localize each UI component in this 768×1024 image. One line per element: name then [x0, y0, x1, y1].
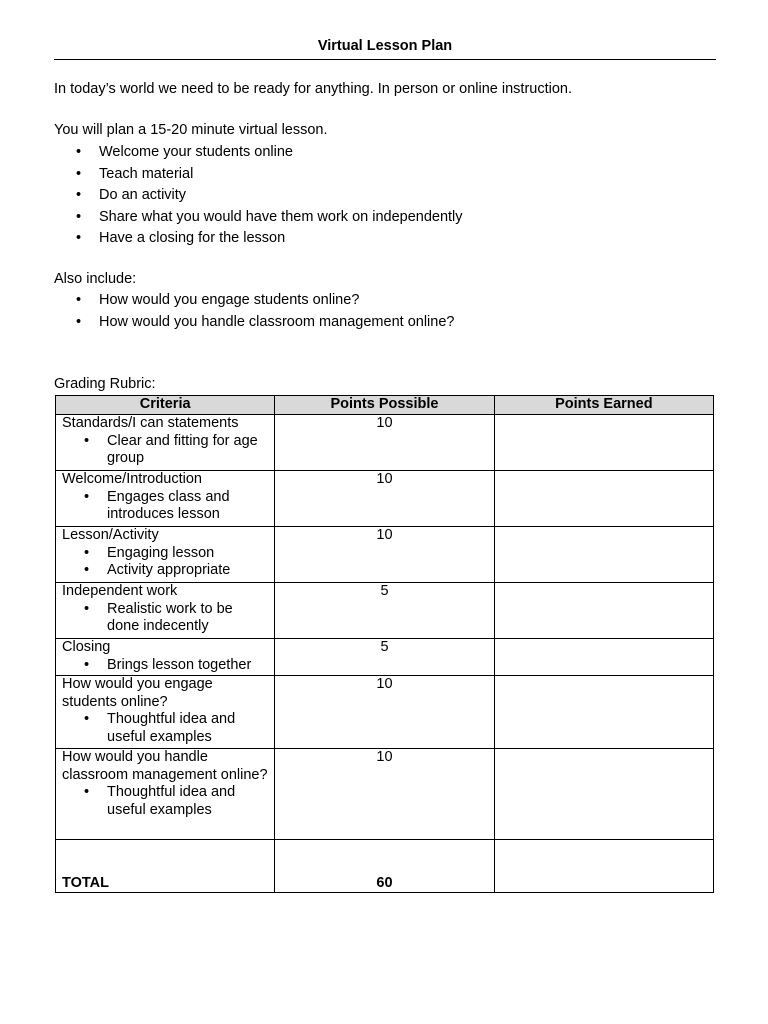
criteria-title: Welcome/Introduction	[62, 471, 202, 487]
list-item: • Brings lesson together	[62, 657, 268, 675]
table-row	[56, 639, 714, 676]
list-item: • Teach material	[54, 166, 463, 188]
list-item: • Engages class and introduces lesson	[62, 489, 268, 524]
criteria-bullets	[62, 601, 268, 636]
points-earned-cell[interactable]	[494, 676, 713, 749]
criteria-cell	[56, 639, 275, 676]
list-item: • Do an activity	[54, 187, 463, 209]
points-earned-cell[interactable]	[494, 415, 713, 471]
points-earned-cell[interactable]	[494, 471, 713, 527]
criteria-title: How would you engage students online?	[62, 676, 213, 710]
points-possible-cell: 10	[275, 527, 494, 583]
criteria-title: Standards/I can statements	[62, 415, 239, 431]
criteria-bullets	[62, 433, 268, 468]
points-possible-cell: 10	[275, 676, 494, 749]
points-possible-cell: 5	[275, 639, 494, 676]
points-possible-cell: 5	[275, 583, 494, 639]
points-earned-cell[interactable]	[494, 639, 713, 676]
column-header-points-possible: Points Possible	[275, 396, 494, 415]
list-item: • Share what you would have them work on independently	[54, 209, 463, 231]
list-item: • Realistic work to be done indecently	[62, 601, 268, 636]
table-header-row	[56, 396, 714, 415]
criteria-cell	[56, 749, 275, 840]
total-label: TOTAL	[56, 840, 275, 893]
table-row	[56, 527, 714, 583]
criteria-bullets	[62, 711, 268, 746]
grading-rubric-table	[55, 395, 714, 893]
list-item: • Thoughtful idea and useful examples	[62, 784, 268, 819]
criteria-title: Closing	[62, 639, 111, 655]
criteria-cell	[56, 676, 275, 749]
points-possible-cell: 10	[275, 471, 494, 527]
points-earned-cell[interactable]	[494, 527, 713, 583]
list-item: • Clear and fitting for age group	[62, 433, 268, 468]
criteria-bullets	[62, 489, 268, 524]
table-row	[56, 676, 714, 749]
criteria-cell	[56, 471, 275, 527]
criteria-title: Independent work	[62, 583, 178, 599]
points-possible-cell: 10	[275, 749, 494, 840]
criteria-cell	[56, 527, 275, 583]
also-bullet-list	[54, 292, 454, 335]
points-earned-cell[interactable]	[494, 583, 713, 639]
list-item: • Have a closing for the lesson	[54, 230, 463, 252]
page-title: Virtual Lesson Plan	[317, 38, 453, 54]
table-row	[56, 583, 714, 639]
list-item: • How would you handle classroom management online?	[54, 314, 454, 336]
list-item: • Activity appropriate	[62, 562, 268, 580]
table-row	[56, 415, 714, 471]
criteria-bullets	[62, 657, 268, 675]
criteria-cell	[56, 415, 275, 471]
plan-intro-paragraph: You will plan a 15-20 minute virtual lesson.	[54, 122, 328, 138]
points-possible-cell: 10	[275, 415, 494, 471]
column-header-criteria: Criteria	[56, 396, 275, 415]
criteria-cell	[56, 583, 275, 639]
plan-bullet-list	[54, 144, 463, 252]
title-divider	[54, 59, 716, 60]
table-row	[56, 471, 714, 527]
criteria-title: Lesson/Activity	[62, 527, 159, 543]
list-item: • Engaging lesson	[62, 545, 268, 563]
intro-paragraph: In today’s world we need to be ready for anything. In person or online instruction.	[54, 81, 573, 97]
total-row	[56, 840, 714, 893]
also-include-label: Also include:	[54, 271, 137, 287]
total-points-possible: 60	[275, 840, 494, 893]
points-earned-cell[interactable]	[494, 749, 713, 840]
column-header-points-earned: Points Earned	[494, 396, 713, 415]
list-item: • Thoughtful idea and useful examples	[62, 711, 268, 746]
rubric-label: Grading Rubric:	[54, 376, 156, 392]
table-row	[56, 749, 714, 840]
list-item: • How would you engage students online?	[54, 292, 454, 314]
criteria-title: How would you handle classroom management online?	[62, 749, 268, 783]
criteria-bullets	[62, 545, 268, 580]
criteria-bullets	[62, 784, 268, 819]
total-points-earned[interactable]	[494, 840, 713, 893]
list-item: • Welcome your students online	[54, 144, 463, 166]
